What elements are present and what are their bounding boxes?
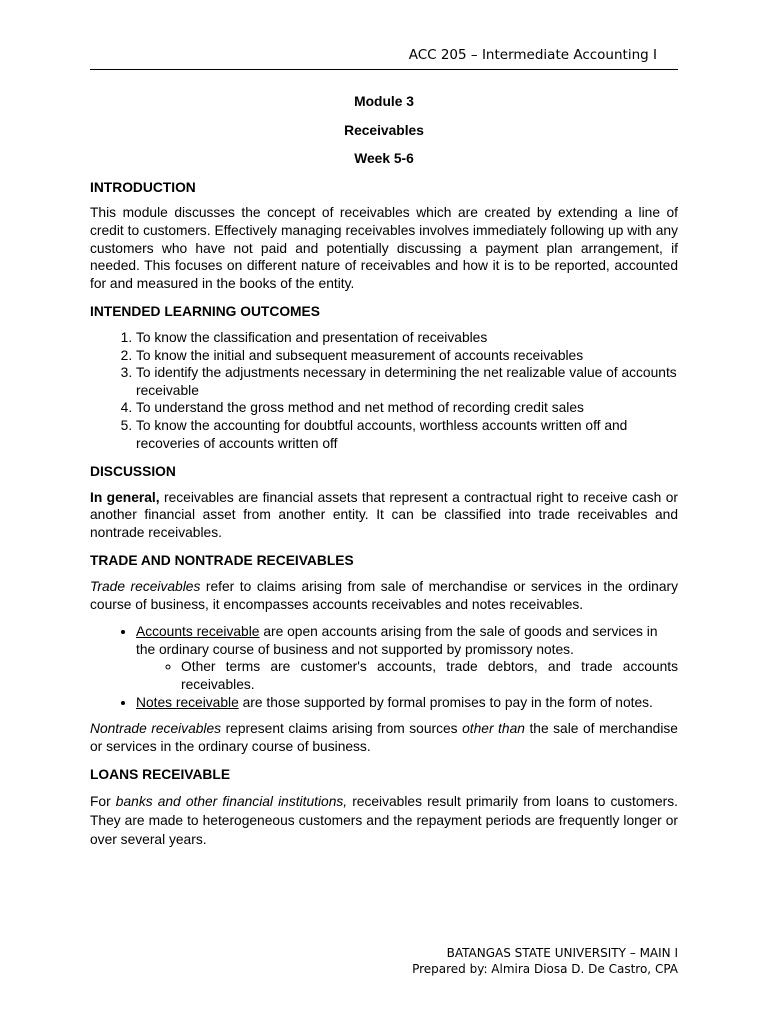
outcome-item: 1. To know the classification and presentation of receivables (136, 329, 678, 347)
header-rule (90, 69, 678, 70)
discussion-text: receivables are financial assets that represent a contractual right to receive cash or another financial asset from another entity. It can be classified into trade receivables and nontrade receivables. (90, 489, 678, 540)
trade-text: refer to claims arising from sale of merchandise or services in the ordinary course of business, it encompasses accounts receivables and notes receivables. (90, 579, 678, 612)
outcome-item: 3. To identify the adjustments necessary in determining the net realizable value of accounts receivable (136, 364, 678, 399)
nontrade-term: Nontrade receivables (90, 721, 222, 737)
loans-pre: For (90, 794, 116, 809)
outcome-item: 2. To know the initial and subsequent measurement of accounts receivables (136, 347, 678, 365)
list-item-accounts-receivable (136, 623, 678, 693)
ar-term: Accounts receivable (136, 624, 260, 640)
outcomes-heading: INTENDED LEARNING OUTCOMES (90, 304, 320, 320)
nontrade-text-2: the sale of merchandise or services in the ordinary course of business. (90, 721, 678, 754)
topic-title: Receivables (344, 122, 424, 138)
trade-paragraph (90, 578, 678, 613)
document-body (90, 86, 678, 859)
outcomes-list (90, 329, 678, 452)
nontrade-text-1: represent claims arising from sources (221, 721, 463, 737)
week-title: Week 5-6 (354, 151, 414, 167)
trade-term: Trade receivables (90, 579, 201, 595)
nr-term: Notes receivable (136, 694, 239, 710)
receivable-types-list (90, 623, 678, 711)
ar-sublist (136, 658, 678, 693)
page-footer (412, 945, 678, 977)
nontrade-emphasis: other than (462, 721, 525, 737)
course-header: ACC 205 – Intermediate Accounting I (408, 47, 657, 63)
loans-text: receivables result primarily from loans to customers. They are made to heterogeneous customers and the repayment periods are frequently longer or over several years. (90, 794, 678, 847)
module-title: Module 3 (354, 94, 414, 109)
ar-sub-item: ◦ Other terms are customer's accounts, trade debtors, and trade accounts receivables. (181, 658, 678, 693)
trade-heading: TRADE AND NONTRADE RECEIVABLES (90, 553, 354, 569)
introduction-paragraph: This module discusses the concept of receivables which are created by extending a line of credit to customers. Effectively managing receivables involves immediately following up with any customers who have not paid and potentially discussing a payment plan arrangement, if needed. This focuses on different nature of receivables and how it is to be reported, accounted for and measured in the books of the entity. (90, 205, 678, 291)
discussion-lead: In general, (90, 489, 160, 505)
nr-text: are those supported by formal promises to pay in the form of notes. (238, 694, 653, 710)
discussion-paragraph (90, 489, 678, 542)
loans-emphasis: banks and other financial institutions, (115, 794, 348, 809)
footer-university: BATANGAS STATE UNIVERSITY – MAIN I (446, 946, 678, 960)
outcome-item: 5. To know the accounting for doubtful accounts, worthless accounts written off and recoveries of accounts written off (136, 417, 678, 452)
loans-heading: LOANS RECEIVABLE (90, 767, 231, 783)
list-item-notes-receivable (136, 694, 678, 712)
ar-text: are open accounts arising from the sale of goods and services in the ordinary course of business and not supported by promissory notes. (136, 624, 658, 657)
introduction-heading: INTRODUCTION (90, 179, 196, 195)
outcome-item: 4. To understand the gross method and net method of recording credit sales (136, 399, 678, 417)
nontrade-paragraph (90, 720, 678, 755)
footer-prepared-by: Prepared by: Almira Diosa D. De Castro, CPA (412, 962, 678, 976)
discussion-heading: DISCUSSION (90, 464, 176, 480)
loans-paragraph (90, 792, 678, 849)
